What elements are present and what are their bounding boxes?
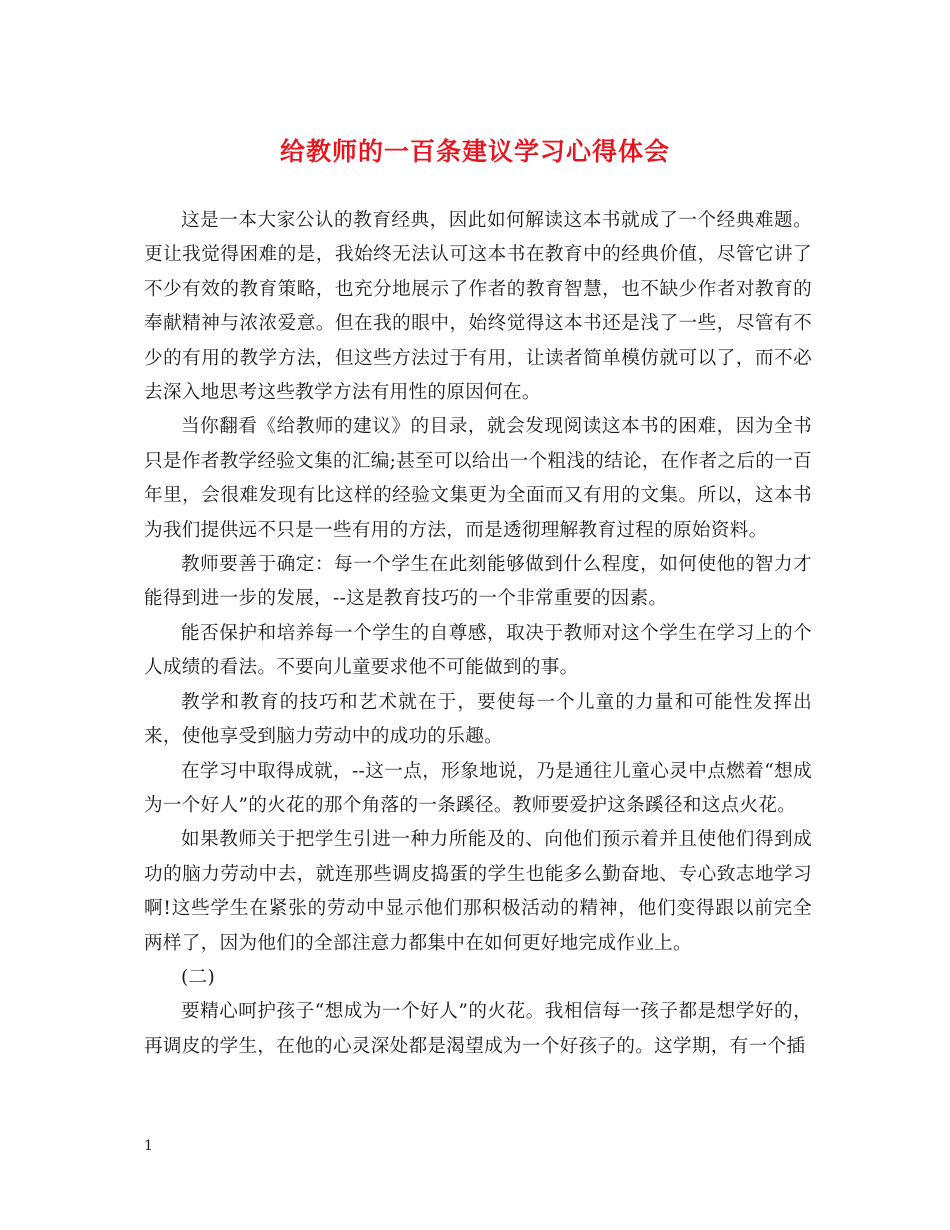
document-body xyxy=(144,204,812,1064)
paragraph-7: 如果教师关于把学生引进一种力所能及的、向他们预示着并且使他们得到成功的脑力劳动中去，就连那些调皮捣蛋的学生也能多么勤奋地、专心致志地学习啊!这些学生在紧张的劳动中显示他们那积极活动的精神，他们变得跟以前完全两样了，因为他们的全部注意力都集中在如何更好地完成作业上。 xyxy=(144,829,812,954)
section-marker: (二) xyxy=(181,966,216,988)
paragraph-1: 这是一本大家公认的教育经典，因此如何解读这本书就成了一个经典难题。更让我觉得困难的是，我始终无法认可这本书在教育中的经典价值，尽管它讲了不少有效的教育策略，也充分地展示了作者的教育智慧，也不缺少作者对教育的奉献精神与浓浓爱意。但在我的眼中，始终觉得这本书还是浅了一些，尽管有不少的有用的教学方法，但这些方法过于有用，让读者简单模仿就可以了，而不必去深入地思考这些教学方法有用性的原因何在。 xyxy=(144,210,812,404)
document-title: 给教师的一百条建议学习心得体会 xyxy=(279,137,670,166)
paragraph-4: 能否保护和培养每一个学生的自尊感，取决于教师对这个学生在学习上的个人成绩的看法。不要向儿童要求他不可能做到的事。 xyxy=(144,622,812,679)
paragraph-2: 当你翻看《给教师的建议》的目录，就会发现阅读这本书的困难，因为全书只是作者教学经验文集的汇编;甚至可以给出一个粗浅的结论，在作者之后的一百年里，会很难发现有比这样的经验文集更为全面而又有用的文集。所以，这本书为我们提供远不只是一些有用的方法，而是透彻理解教育过程的原始资料。 xyxy=(144,416,812,541)
paragraph-5: 教学和教育的技巧和艺术就在于，要使每一个儿童的力量和可能性发挥出来，使他享受到脑力劳动中的成功的乐趣。 xyxy=(144,691,812,748)
paragraph-8: 要精心呵护孩子“想成为一个好人”的火花。我相信每一孩子都是想学好的，再调皮的学生，在他的心灵深处都是渴望成为一个好孩子的。这学期，有一个插 xyxy=(144,1001,812,1057)
paragraph-6: 在学习中取得成就，--这一点，形象地说，乃是通往儿童心灵中点燃着“想成为一个好人”的火花的那个角落的一条蹊径。教师要爱护这条蹊径和这点火花。 xyxy=(144,760,812,816)
page-number: 1 xyxy=(144,1138,153,1154)
paragraph-3: 教师要善于确定：每一个学生在此刻能够做到什么程度，如何使他的智力才能得到进一步的发展，--这是教育技巧的一个非常重要的因素。 xyxy=(144,554,812,610)
